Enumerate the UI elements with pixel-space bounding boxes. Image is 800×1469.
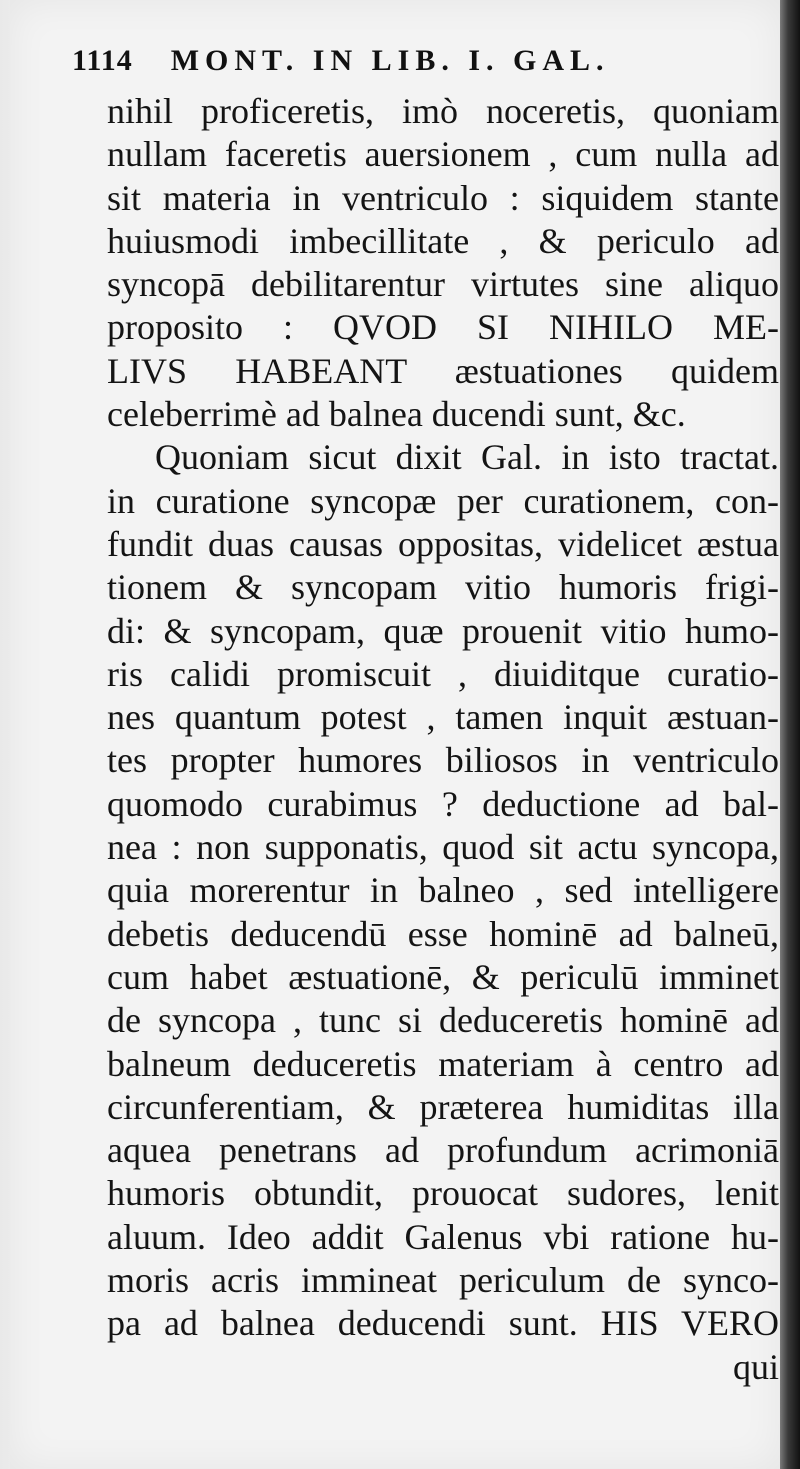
text-line: nullam faceretis auersionem , cum nulla ad: [107, 134, 779, 175]
text-line: cum habet æstuationē, & periculū imminet: [107, 956, 779, 997]
text-line: humoris obtundit, prouocat sudores, lenit: [107, 1173, 779, 1214]
running-header: [72, 44, 762, 78]
text-line: balneum deduceretis materiam à centro ad: [107, 1043, 779, 1084]
text-line: nea : non supponatis, quod sit actu syncopa,: [107, 827, 779, 868]
text-line: fundit duas causas oppositas, videlicet æstua: [107, 523, 779, 564]
text-line: aluum. Ideo addit Galenus vbi ratione hu-: [107, 1216, 779, 1257]
text-line: debetis deducendū esse hominē ad balneū,: [107, 913, 779, 954]
text-line: tionem & syncopam vitio humoris frigi-: [107, 567, 779, 608]
running-title: MONT. IN LIB. I. GAL.: [170, 44, 610, 77]
text-line: tes propter humores biliosos in ventriculo: [107, 740, 779, 781]
text-line: nes quantum potest , tamen inquit æstuan-: [107, 697, 779, 738]
text-line: sit materia in ventriculo : siquidem stante: [107, 177, 779, 218]
text-line: pa ad balnea deducendi sunt. HIS VERO: [107, 1303, 779, 1344]
text-line: di: & syncopam, quæ prouenit vitio humo-: [107, 610, 779, 651]
text-line: huiusmodi imbecillitate , & periculo ad: [107, 220, 779, 261]
text-line: quomodo curabimus ? deductione ad bal-: [107, 783, 779, 824]
text-line: celeberrimè ad balnea ducendi sunt, &c.: [107, 394, 686, 435]
text-line: Quoniam sicut dixit Gal. in isto tractat.: [155, 437, 779, 478]
text-line: aquea penetrans ad profundum acrimoniā: [107, 1130, 779, 1171]
body-text: [107, 90, 779, 1389]
text-line: syncopā debilitarentur virtutes sine aliquo: [107, 264, 779, 305]
text-line: ris calidi promiscuit , diuiditque curatio-: [107, 653, 779, 694]
catchword: qui: [732, 1346, 779, 1387]
text-line: nihil proficeretis, imò noceretis, quoniam: [107, 91, 779, 131]
page-number: 1114: [72, 44, 133, 77]
book-page: [10, 0, 780, 1469]
text-line: circunferentiam, & præterea humiditas illa: [107, 1086, 779, 1127]
text-line: LIVS HABEANT æstuationes quidem: [107, 350, 779, 391]
text-line: quia morerentur in balneo , sed intelligere: [107, 870, 779, 911]
text-line: de syncopa , tunc si deduceretis hominē ad: [107, 1000, 779, 1041]
text-line: proposito : QVOD SI NIHILO ME-: [107, 307, 779, 348]
text-line: in curatione syncopæ per curationem, con-: [107, 480, 779, 521]
text-line: moris acris immineat periculum de synco-: [107, 1260, 779, 1301]
